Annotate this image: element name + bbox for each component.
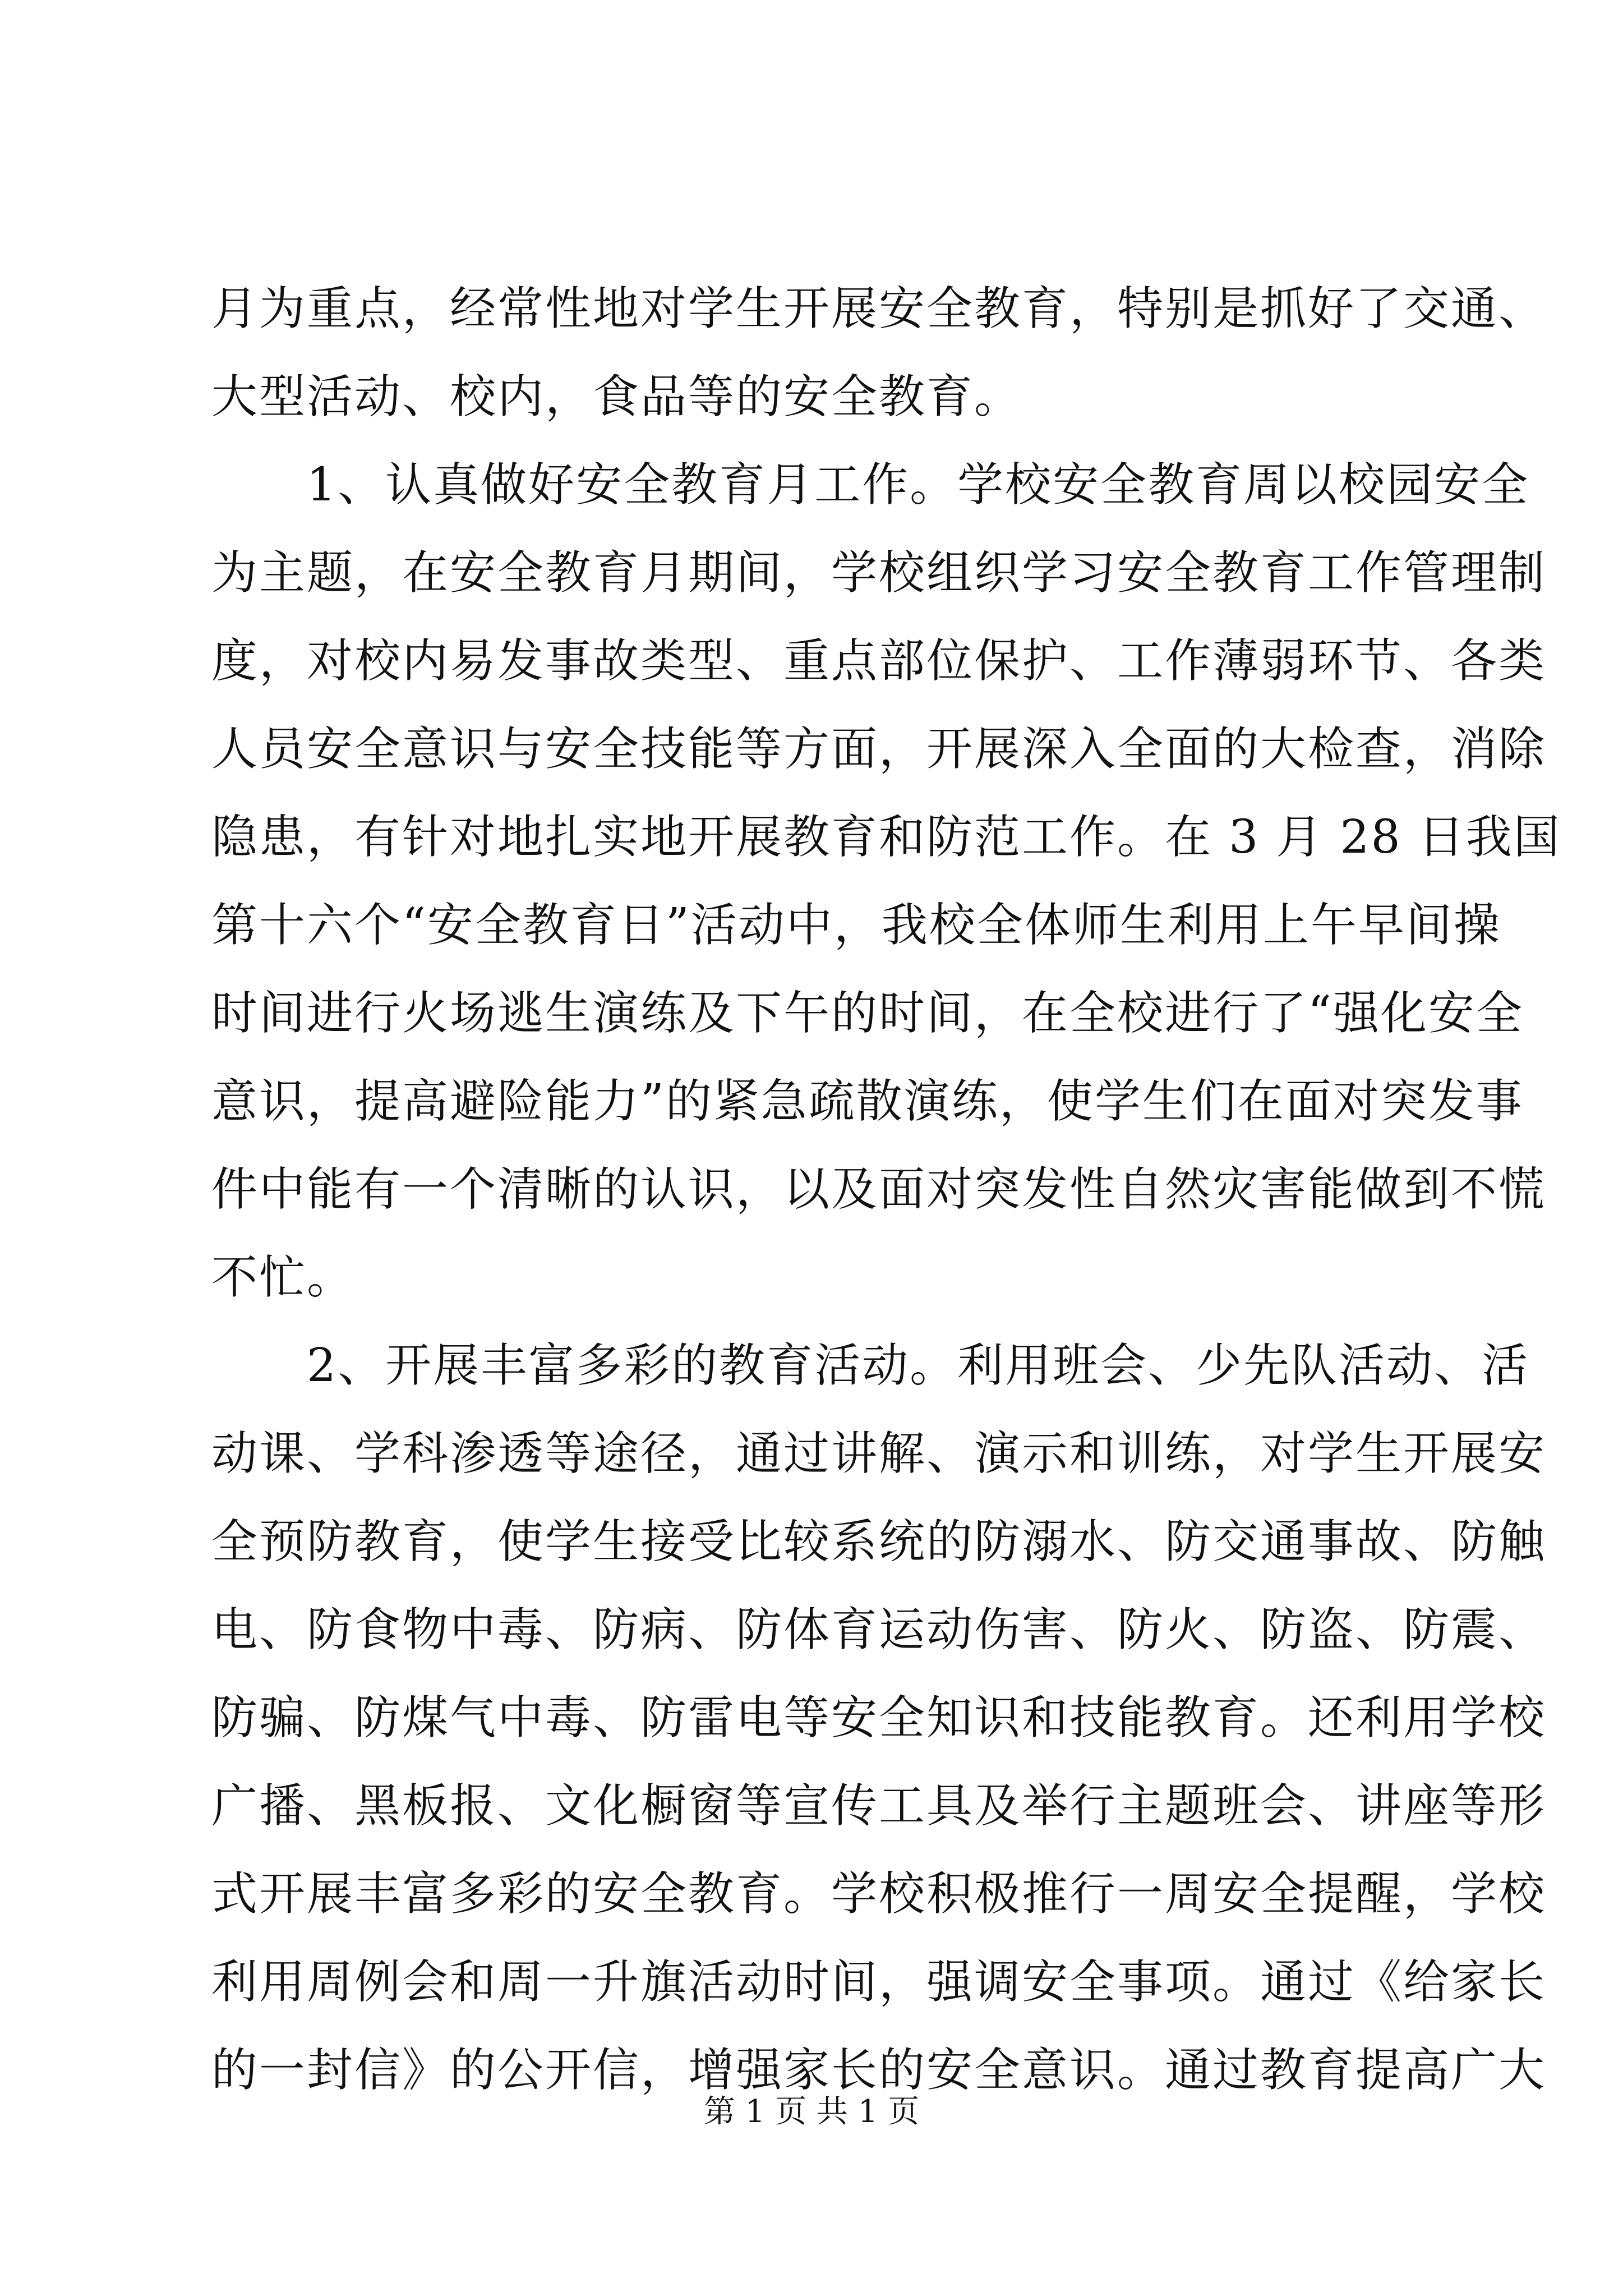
text-line: 度，对校内易发事故类型、重点部位保护、工作薄弱环节、各类 [211, 634, 1547, 688]
text-line: 隐患，有针对地扎实地开展教育和防范工作。在 3 月 28 日我国 [211, 811, 1561, 864]
text-line: 为主题，在安全教育月期间，学校组织学习安全教育工作管理制 [211, 546, 1547, 600]
text-line: 动课、学科渗透等途径，通过讲解、演示和训练，对学生开展安 [211, 1427, 1547, 1480]
body-text [211, 265, 1561, 2114]
text-line: 的一封信》的公开信，增强家长的安全意识。通过教育提高广大 [211, 2044, 1547, 2097]
text-line: 件中能有一个清晰的认识，以及面对突发性自然灾害能做到不慌 [211, 1163, 1547, 1216]
page-number: 第 1 页 共 1 页 [703, 2093, 920, 2130]
text-line: 式开展丰富多彩的安全教育。学校积极推行一周安全提醒，学校 [211, 1867, 1547, 1921]
text-line: 广播、黑板报、文化橱窗等宣传工具及举行主题班会、讲座等形 [211, 1779, 1547, 1833]
text-line: 意识，提高避险能力”的紧急疏散演练，使学生们在面对突发事 [211, 1075, 1524, 1128]
text-line: 大型活动、校内，食品等的安全教育。 [211, 370, 1022, 424]
text-line: 人员安全意识与安全技能等方面，开展深入全面的大检查，消除 [211, 723, 1547, 776]
text-line: 月为重点，经常性地对学生开展安全教育，特别是抓好了交通、 [211, 282, 1547, 335]
text-line: 第十六个“安全教育日”活动中，我校全体师生利用上午早间操 [211, 899, 1501, 952]
text-line: 1、认真做好安全教育月工作。学校安全教育周以校园安全 [211, 458, 1530, 512]
text-line: 利用周例会和周一升旗活动时间，强调安全事项。通过《给家长 [211, 1955, 1547, 2009]
text-line: 电、防食物中毒、防病、防体育运动伤害、防火、防盗、防震、 [211, 1603, 1547, 1657]
page-footer [0, 2090, 1623, 2134]
text-line: 全预防教育，使学生接受比较系统的防溺水、防交通事故、防触 [211, 1515, 1547, 1568]
text-line: 防骗、防煤气中毒、防雷电等安全知识和技能教育。还利用学校 [211, 1691, 1547, 1745]
text-line: 不忙。 [211, 1251, 355, 1304]
text-line: 时间进行火场逃生演练及下午的时间，在全校进行了“强化安全 [211, 987, 1524, 1040]
text-line: 2、开展丰富多彩的教育活动。利用班会、少先队活动、活 [211, 1339, 1530, 1392]
